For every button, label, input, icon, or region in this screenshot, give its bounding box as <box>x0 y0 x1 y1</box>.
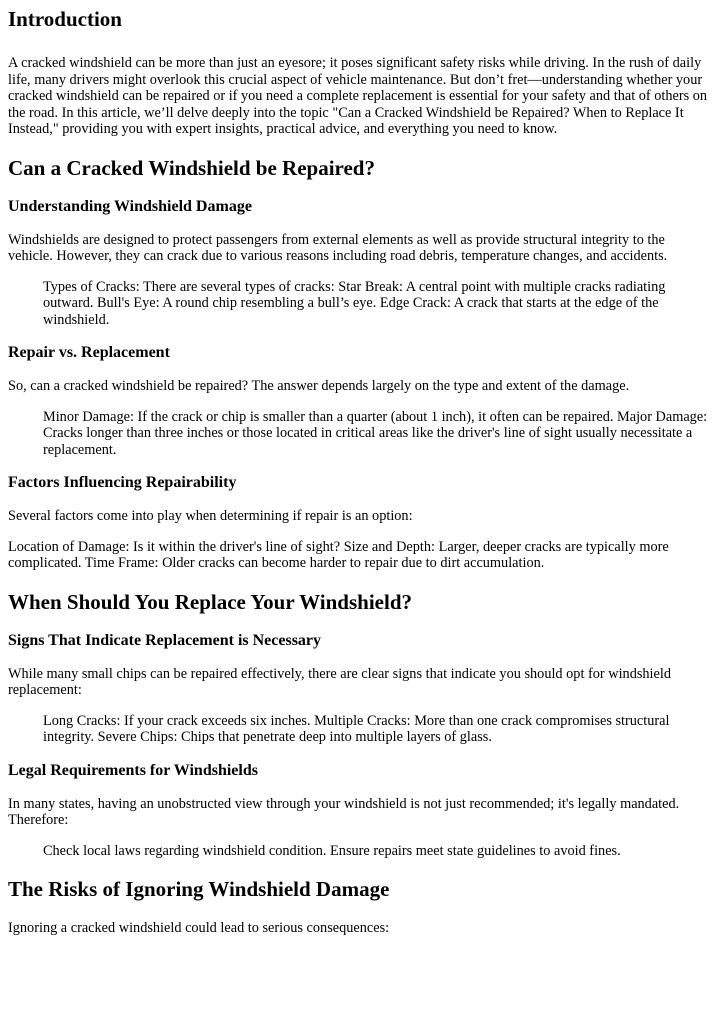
replacement-signs-quote: Long Cracks: If your crack exceeds six inches. Multiple Cracks: More than one crack compromises structural integrity. Severe Chips: Chips that penetrate deep into multiple layers of glass. <box>43 712 670 745</box>
legal-quote: Check local laws regarding windshield condition. Ensure repairs meet state guidelines to avoid fines. <box>43 842 621 859</box>
article <box>0 6 720 937</box>
understanding-paragraph: Windshields are designed to protect passengers from external elements as well as provide structural integrity to the vehicle. However, they can crack due to various reasons including road debris, temperature changes, and accidents. <box>8 231 668 264</box>
intro-heading: Introduction <box>8 7 122 31</box>
section-heading-replace: When Should You Replace Your Windshield? <box>8 589 412 614</box>
subheading-factors: Factors Influencing Repairability <box>8 474 237 491</box>
section-heading-repair: Can a Cracked Windshield be Repaired? <box>8 155 375 180</box>
subheading-signs: Signs That Indicate Replacement is Necessary <box>8 631 322 649</box>
subheading-repair-vs-replacement: Repair vs. Replacement <box>8 344 170 361</box>
repair-vs-paragraph: So, can a cracked windshield be repaired? The answer depends largely on the type and extent of the damage. <box>8 378 630 394</box>
damage-levels-quote: Minor Damage: If the crack or chip is smaller than a quarter (about 1 inch), it often can be repaired. Major Damage: Cracks longer than three inches or those located in critical areas like the driver's line of sight usually necessitate a replacement. <box>43 408 708 458</box>
subheading-understanding: Understanding Windshield Damage <box>8 197 252 215</box>
factors-list-paragraph: Location of Damage: Is it within the driver's line of sight? Size and Depth: Larger, deeper cracks are typically more complicated. Time Frame: Older cracks can become harder to repair due to dirt accumulation. <box>8 538 669 571</box>
subheading-legal: Legal Requirements for Windshields <box>8 761 258 779</box>
crack-types-quote: Types of Cracks: There are several types of cracks: Star Break: A central point with multiple cracks radiating outward. Bull's Eye: A round chip resembling a bull’s eye. Edge Crack: A crack that starts at the edge of the windshield. <box>43 278 666 328</box>
signs-paragraph: While many small chips can be repaired effectively, there are clear signs that indicate you should opt for windshield replacement: <box>8 665 671 698</box>
legal-paragraph: In many states, having an unobstructed view through your windshield is not just recommended; it's legally mandated. Therefore: <box>8 795 680 828</box>
risks-paragraph: Ignoring a cracked windshield could lead to serious consequences: <box>8 920 390 936</box>
intro-paragraph: A cracked windshield can be more than just an eyesore; it poses significant safety risks while driving. In the rush of daily life, many drivers might overlook this crucial aspect of vehicle maintenance. But don’t fret—understanding whether your cracked windshield can be repaired or if you need a complete replacement is essential for your safety and that of others on the road. In this article, we’ll delve deeply into the topic "Can a Cracked Windshield be Repaired? When to Replace It Instead," providing you with expert insights, practical advice, and everything you need to know. <box>8 55 708 137</box>
section-heading-risks: The Risks of Ignoring Windshield Damage <box>8 877 390 901</box>
factors-paragraph: Several factors come into play when determining if repair is an option: <box>8 508 413 524</box>
